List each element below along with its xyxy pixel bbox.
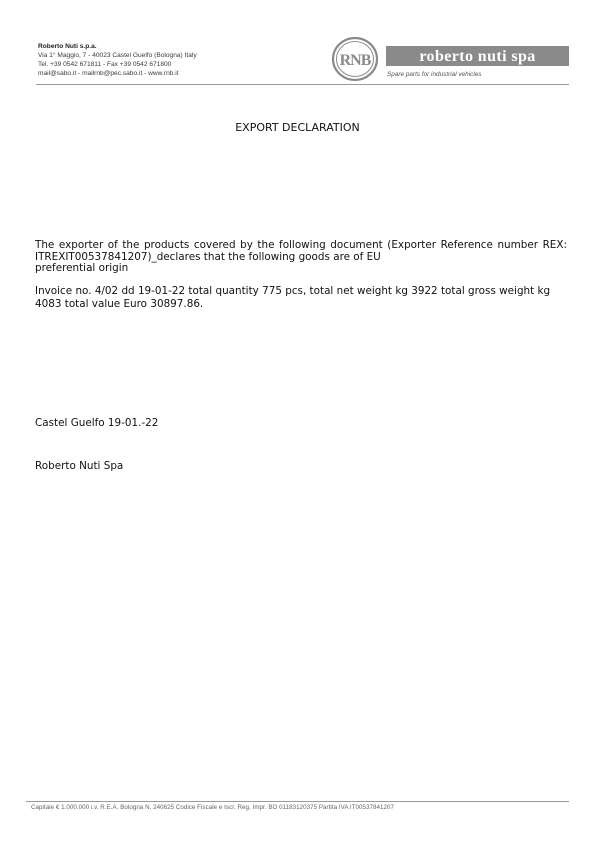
invoice-details-paragraph: Invoice no. 4/02 dd 19-01-22 total quantity 775 pcs, total net weight kg 3922 total gross weight kg 4083 total value Euro 30897.86.: [35, 285, 551, 310]
declaration-main-text: The exporter of the products covered by the following document (Exporter Reference number REX: ITREXIT00537841207)_declares that the following goods are of EU: [35, 239, 567, 263]
company-name: Roberto Nuti s.p.a.: [38, 43, 97, 50]
company-logo: [331, 36, 571, 82]
footer-legal-info: Capitale € 1.000.000 i.v. R.E.A. Bologna N. 240625 Codice Fiscale e Iscr. Reg. Impr. BO 01183120375 Partita IVA IT00537841207: [31, 804, 394, 811]
logo-monogram-text: RNB: [339, 52, 371, 69]
footer-divider: [26, 801, 569, 802]
company-email-web: mail@sabo.it - mailrnb@pec.sabo.it - www.rnb.it: [38, 70, 179, 77]
logo-wordmark-text: roberto nuti spa: [419, 48, 536, 65]
company-address-block: [38, 42, 197, 78]
logo-tagline: Spare parts for industrial vehicles: [387, 71, 482, 78]
place-date: Castel Guelfo 19-01.-22: [35, 417, 159, 429]
logo-wordmark: [386, 46, 569, 66]
page-title: EXPORT DECLARATION: [235, 121, 360, 134]
header-divider: [36, 84, 569, 85]
rnb-monogram-logo-icon: [331, 36, 379, 82]
company-phone-fax: Tel. +39 0542 671811 - Fax +39 0542 671800: [38, 61, 172, 68]
declaration-tail-text: preferential origin: [35, 262, 129, 275]
company-address: Via 1° Maggio, 7 - 40023 Castel Guelfo (Bologna) Italy: [38, 52, 197, 59]
signatory: Roberto Nuti Spa: [35, 460, 124, 472]
declaration-paragraph: [35, 240, 567, 275]
